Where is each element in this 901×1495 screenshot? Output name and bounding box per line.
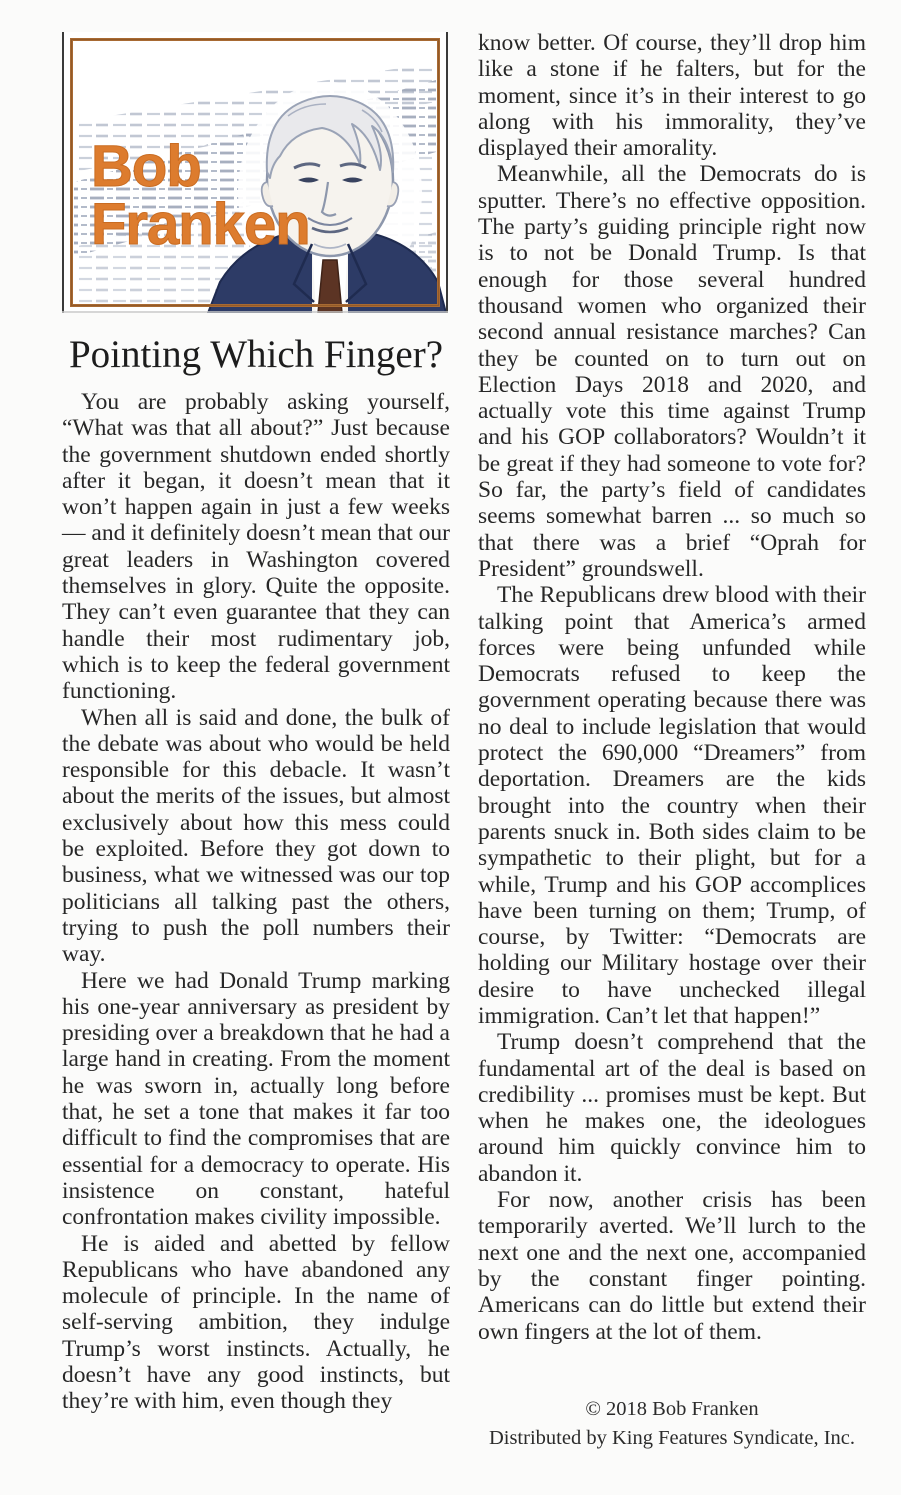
article-paragraph: When all is said and done, the bulk of the debate was about who would be held responsible for this debacle. It wasn’t about the merits of the issues, but almost exclusively about how this mess could be exploited. Before they got down to business, what we witnessed was our top politicians all talking past the others, trying to push the poll numbers their way. [62, 704, 450, 968]
left-column [62, 30, 450, 1495]
article-paragraph-continuation: know better. Of course, they’ll drop him like a stone if he falters, but for the moment, since it’s in their interest to go along with his immorality, they’ve displayed their amorality. [478, 30, 866, 162]
masthead-image [62, 32, 448, 313]
article-paragraph: He is aided and abetted by fellow Republicans who have abandoned any molecule of principle. In the name of self-serving ambition, they indulge Trump’s worst instincts. Actually, he doesn’t have any good instincts, but they’re with him, even though they [62, 1230, 450, 1415]
article-paragraph: Here we had Donald Trump marking his one-year anniversary as president by presiding over a breakdown that he had a large hand in creating. From the moment he was sworn in, actually long before that, he set a tone that makes it far too difficult to find the compromises that are essential for a democracy to operate. His insistence on constant, hateful confrontation makes civility impossible. [62, 967, 450, 1231]
article-body-right [478, 30, 866, 1345]
credit-syndicate: Distributed by King Features Syndicate, Inc. [488, 1426, 856, 1449]
article-paragraph: Trump doesn’t comprehend that the fundamental art of the deal is based on credibility ... promises must be kept. But when he makes one, the ideologues around him quickly convince him to abandon it. [478, 1029, 866, 1187]
article-paragraph: Meanwhile, all the Democrats do is sputter. There’s no effective opposition. The party’s guiding principle right now is to not be Donald Trump. Is that enough for those several hundred thousand women who organized their second annual resistance marches? Can they be counted on to turn out on Election Days 2018 and 2020, and actually vote this time against Trump and his GOP collaborators? Wouldn’t it be great if they had someone to vote for? So far, the party’s field of candidates seems somewhat barren ... so much so that there was a brief “Oprah for President” groundswell. [478, 161, 866, 582]
article-paragraph: The Republicans drew blood with their talking point that America’s armed forces were being unfunded while Democrats refused to keep the government operating because there was no deal to include legislation that would protect the 690,000 “Dreamers” from deportation. Dreamers are the kids brought into the country when their parents snuck in. Both sides claim to be sympathetic to their plight, but for a while, Trump and his GOP accomplices have been turning on them; Trump, of course, by Twitter: “Democrats are holding our Military hostage over their desire to have unchecked illegal immigration. Can’t let that happen!” [478, 582, 866, 1029]
credit-copyright: © 2018 Bob Franken [585, 1397, 759, 1420]
article-body-left [62, 389, 450, 1415]
article-paragraph: You are probably asking yourself, “What was that all about?” Just because the government shutdown ended shortly after it began, it doesn’t mean that it won’t happen again in just a few weeks — and it definitely doesn’t mean that our great leaders in Washington covered themselves in glory. Quite the opposite. They can’t even guarantee that they can handle their most rudimentary job, which is to keep the federal government functioning. [62, 389, 450, 705]
article-paragraph: For now, another crisis has been temporarily averted. We’ll lurch to the next one and the next one, accompanied by the constant finger pointing. Americans can do little but extend their own fingers at the lot of them. [478, 1187, 866, 1345]
article-credit [478, 1395, 866, 1453]
brand-name-line1: Bob [91, 134, 201, 199]
article-title: Pointing Which Finger? [68, 333, 444, 376]
brand-name-line2: Franken [91, 192, 310, 257]
right-column [478, 30, 866, 1495]
